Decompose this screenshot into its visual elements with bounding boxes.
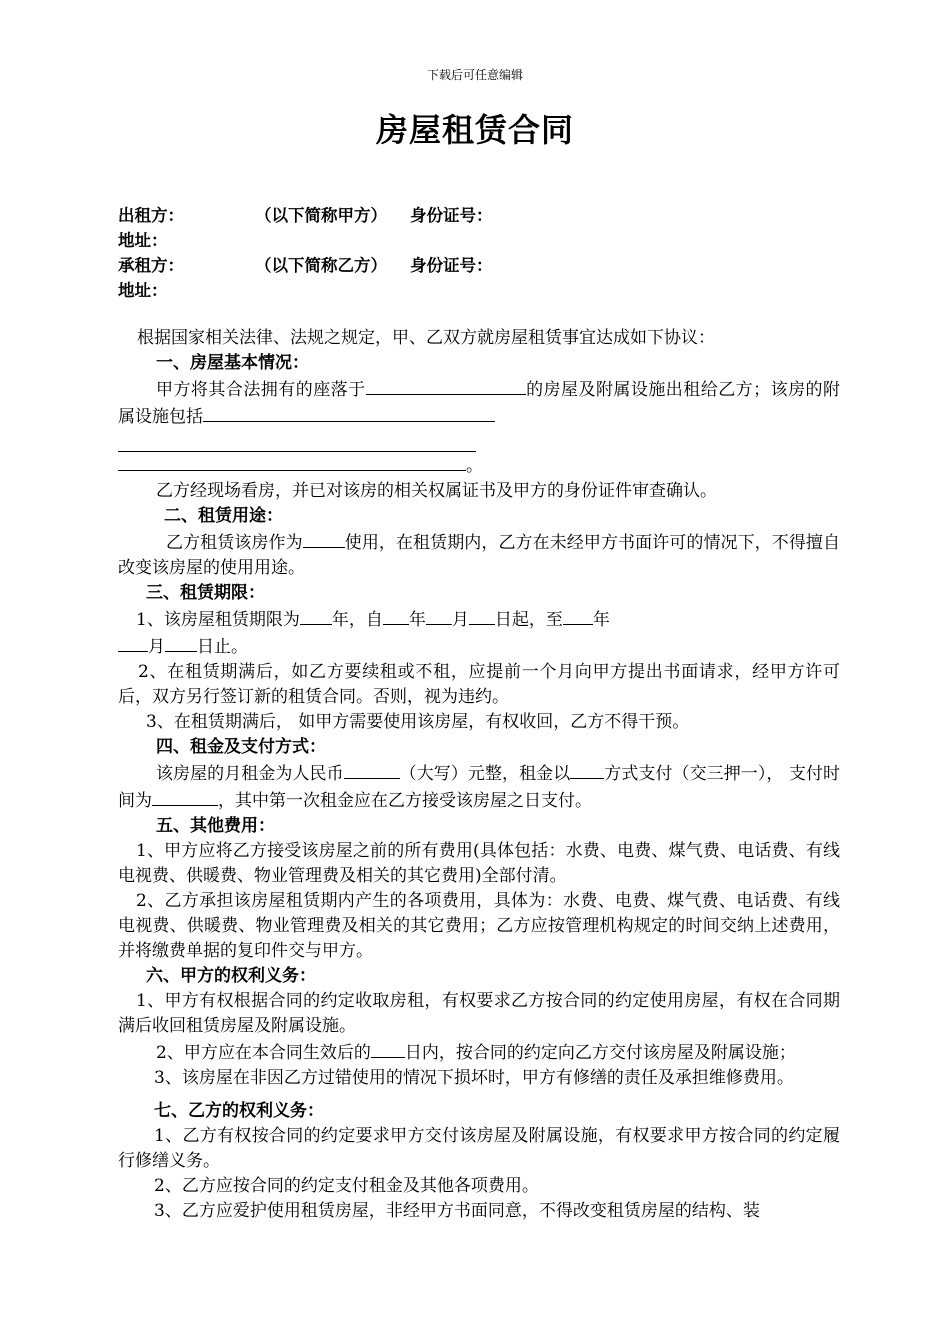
section-3-paragraph-2: 2、在租赁期满后，如乙方要续租或不租，应提前一个月向甲方提出书面请求，经甲方许可后，双方另行签订新的租赁合同。否则，视为违约。 (118, 662, 840, 707)
lessor-address-label: 地址： (118, 231, 168, 250)
lessee-address-label: 地址： (118, 281, 168, 300)
lessee-address-row (118, 278, 838, 303)
lessor-address-row (118, 228, 838, 253)
s6-text-b: 日内，按合同的约定向乙方交付该房屋及附属设施； (404, 1043, 796, 1063)
s4-text-c: 方式支付（交三押一）， 支付时间为 (118, 764, 841, 811)
s3-year-3: 年 (592, 610, 610, 630)
section-7-paragraph-1: 1、乙方有权按合同的约定要求甲方交付该房屋及附属设施，有权要求甲方按合同的约定履行修缮义务。 (118, 1126, 840, 1171)
s1-period: 。 (466, 456, 483, 476)
section-4-heading: 四、租金及支付方式： (156, 737, 326, 757)
section-3-paragraph-1 (118, 606, 840, 633)
facilities-blank-line-3 (118, 452, 466, 471)
lessor-row (118, 203, 838, 228)
facilities-blank-line-3-row (118, 452, 840, 479)
s3-month-2: 月 (148, 637, 165, 657)
payment-method-blank (570, 760, 604, 779)
start-month-blank (426, 606, 452, 625)
facilities-blank (203, 403, 495, 422)
section-7-heading: 七、乙方的权利义务： (154, 1101, 324, 1121)
usage-blank (303, 529, 345, 548)
lessee-row (118, 253, 838, 278)
s2-text-a: 乙方租赁该房作为 (166, 533, 303, 553)
lessor-id-label: 身份证号： (410, 206, 493, 225)
contract-body (118, 326, 840, 1224)
section-7-paragraph-2: 2、乙方应按合同的约定支付租金及其他各项费用。 (154, 1176, 539, 1196)
header-note: 下载后可任意编辑 (426, 68, 523, 82)
s1-text-a: 甲方将其合法拥有的座落于 (156, 380, 366, 400)
s2-text-b: 使用，在租赁期内，乙方在未经甲方书面许可的情况下，不得擅自改变该房屋的使用用途。 (118, 533, 841, 578)
lessee-label: 承租方： (118, 256, 184, 275)
start-year-blank (383, 606, 409, 625)
s1-text-b: 的房屋及附属设施出租给乙方；该房的附属设施包括 (118, 380, 841, 427)
facilities-blank-line-2 (118, 430, 476, 452)
section-2-paragraph (118, 529, 840, 581)
section-3-paragraph-3: 3、在租赁期满后， 如甲方需要使用该房屋，有权收回，乙方不得干预。 (146, 712, 690, 732)
s3-from: ，自 (348, 610, 383, 630)
section-7-paragraph-3: 3、乙方应爱护使用租赁房屋，非经甲方书面同意，不得改变租赁房屋的结构、装 (154, 1201, 760, 1221)
spacer (118, 1091, 840, 1099)
delivery-days-blank (371, 1039, 405, 1058)
start-day-blank (469, 606, 495, 625)
s3-day-start: 日起，至 (494, 610, 563, 630)
section-5-paragraph-1: 1、甲方应将乙方接受该房屋之前的所有费用(具体包括：水费、电费、煤气费、电话费、有线电视费、供暖费、物业管理费及相关的其它费用)全部付清。 (118, 841, 840, 886)
section-6-paragraph-2 (118, 1039, 840, 1066)
section-1-paragraph-1 (118, 376, 840, 430)
section-3-paragraph-1-cont (118, 633, 840, 660)
end-month-blank (118, 633, 148, 652)
s3-year-2: 年 (408, 610, 426, 630)
section-2-heading: 二、租赁用途： (164, 506, 283, 526)
section-5-paragraph-2: 2、乙方承担该房屋租赁期内产生的各项费用，具体为：水费、电费、煤气费、电话费、有线电视费、供暖费、物业管理费及相关的其它费用；乙方应按管理机构规定的时间交纳上述费用，并将缴费单据的复印件交与甲方。 (118, 891, 840, 961)
lessee-alias: （以下简称乙方） (255, 256, 387, 275)
parties-block (118, 203, 838, 303)
section-6-paragraph-3: 3、该房屋在非因乙方过错使用的情况下损坏时，甲方有修缮的责任及承担维修费用。 (154, 1068, 794, 1088)
location-blank (366, 376, 526, 395)
s3-year-1: 年 (331, 610, 349, 630)
document-title: 房屋租赁合同 (375, 111, 574, 149)
s3-day-end: 日止。 (197, 637, 248, 657)
s3-month-1: 月 (451, 610, 469, 630)
rent-amount-blank (344, 760, 400, 779)
section-3-heading: 三、租赁期限： (146, 583, 265, 603)
lessor-label: 出租方： (118, 206, 184, 225)
lessor-alias: （以下简称甲方） (255, 206, 387, 225)
end-year-blank (563, 606, 593, 625)
lessee-id-label: 身份证号： (410, 256, 493, 275)
end-day-blank (165, 633, 197, 652)
s4-text-b: （大写）元整，租金以 (399, 764, 571, 784)
intro-paragraph: 根据国家相关法律、法规之规定，甲、乙双方就房屋租赁事宜达成如下协议： (137, 328, 715, 348)
payment-time-blank (152, 787, 218, 806)
s4-text-a: 该房屋的月租金为人民币 (156, 764, 344, 784)
section-1-heading: 一、房屋基本情况： (156, 353, 309, 373)
term-years-blank (300, 606, 332, 625)
s4-text-d: ，其中第一次租金应在乙方接受该房屋之日支付。 (218, 791, 592, 811)
section-6-paragraph-1: 1、甲方有权根据合同的约定收取房租，有权要求乙方按合同的约定使用房屋，有权在合同期满后收回租赁房屋及附属设施。 (118, 991, 840, 1036)
s3-text-a: 1、该房屋租赁期限为 (136, 610, 300, 630)
s6-text-a: 2、甲方应在本合同生效后的 (156, 1043, 371, 1063)
section-6-heading: 六、甲方的权利义务： (146, 966, 316, 986)
section-1-paragraph-2: 乙方经现场看房，并已对该房的相关权属证书及甲方的身份证件审查确认。 (156, 481, 717, 501)
section-5-heading: 五、其他费用： (156, 816, 275, 836)
section-4-paragraph (118, 760, 840, 814)
